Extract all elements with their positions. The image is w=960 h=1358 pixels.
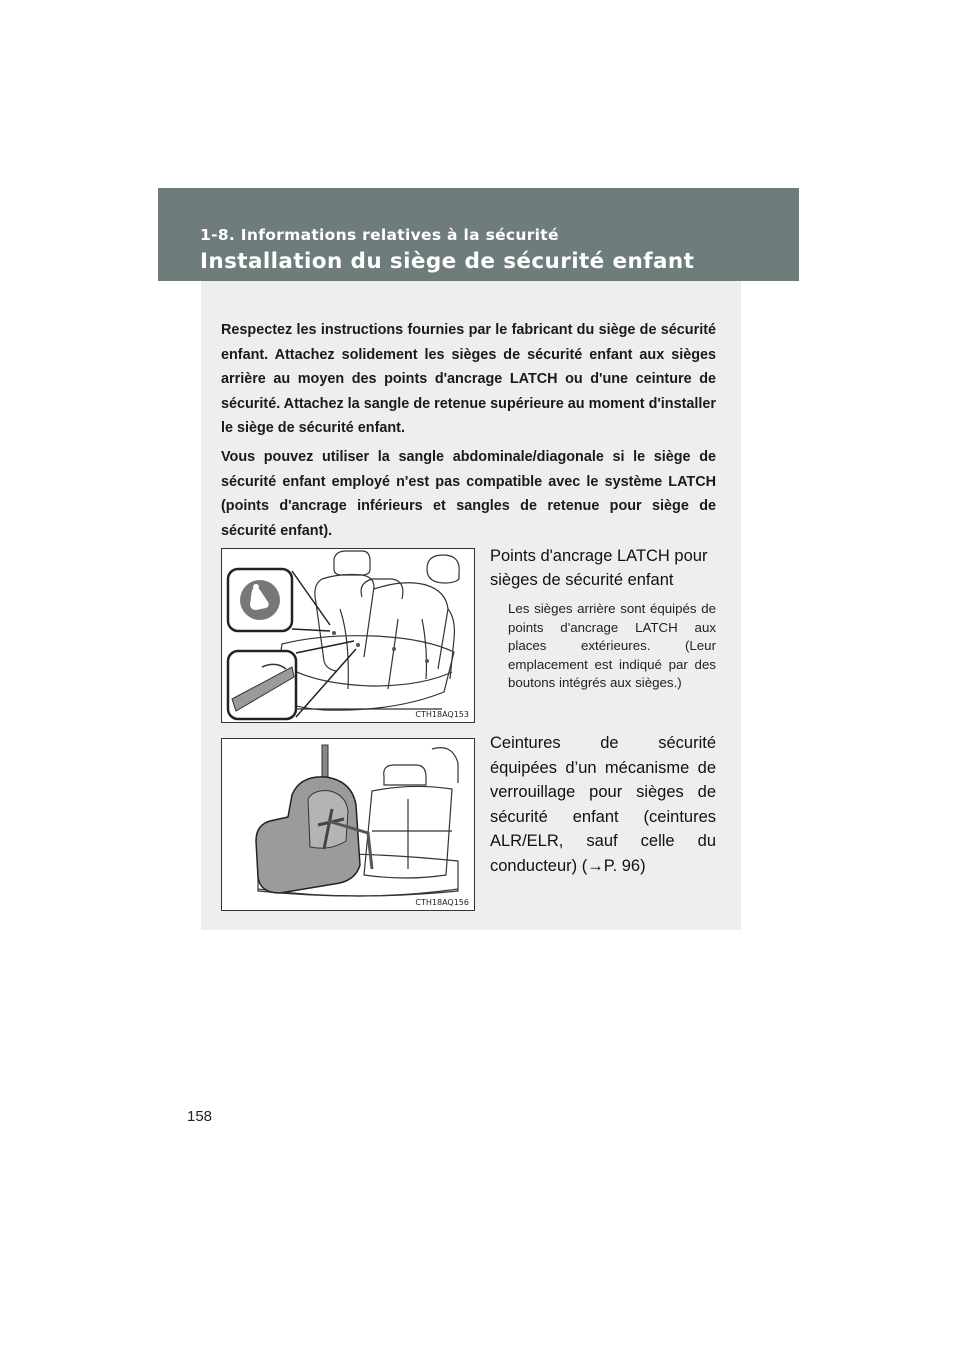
figure-code: CTH18AQ156: [415, 898, 469, 907]
latch-anchors-illustration: [221, 548, 475, 723]
page-number: 158: [187, 1108, 213, 1125]
child-seat-drawing: [222, 739, 474, 910]
latch-anchors-title: Points d'ancrage LATCH pour sièges de sécurité enfant: [490, 547, 708, 589]
intro-paragraph-2: Vous pouvez utiliser la sangle abdominale/diagonale si le siège de sécurité enfant employé n'est pas compatible avec le système LATCH (points d'ancrage inférieurs et sangles de retenue pour siège de sécurité enfant).: [221, 449, 716, 539]
section-label: 1-8. Informations relatives à la sécurité: [200, 226, 559, 244]
page-title: Installation du siège de sécurité enfant: [200, 249, 695, 274]
figure-code: CTH18AQ153: [415, 710, 469, 719]
child-seat-belt-illustration: [221, 738, 475, 911]
content-panel: [201, 281, 741, 930]
latch-anchors-description: Les sièges arrière sont équipés de points d'ancrage LATCH aux places extérieures. (Leur emplacement est indiqué par des boutons intégrés aux sièges.): [508, 601, 716, 691]
intro-paragraph-1: Respectez les instructions fournies par le fabricant du siège de sécurité enfant. Attachez solidement les sièges de sécurité enfant aux sièges arrière au moyen des points d'ancrage LATCH ou d'une ceinture de sécurité. Attachez la sangle de retenue supérieure au moment d'installer le siège de sécurité enfant.: [221, 322, 716, 436]
rear-seat-latch-drawing: [222, 549, 474, 722]
section-header: [158, 188, 799, 281]
locking-seat-belts-title: Ceintures de sécurité équipées d’un mécanisme de verrouillage pour sièges de sécurité enfant (ceintures ALR/ELR, sauf celle du conducteur) (→P. 96): [490, 734, 716, 875]
